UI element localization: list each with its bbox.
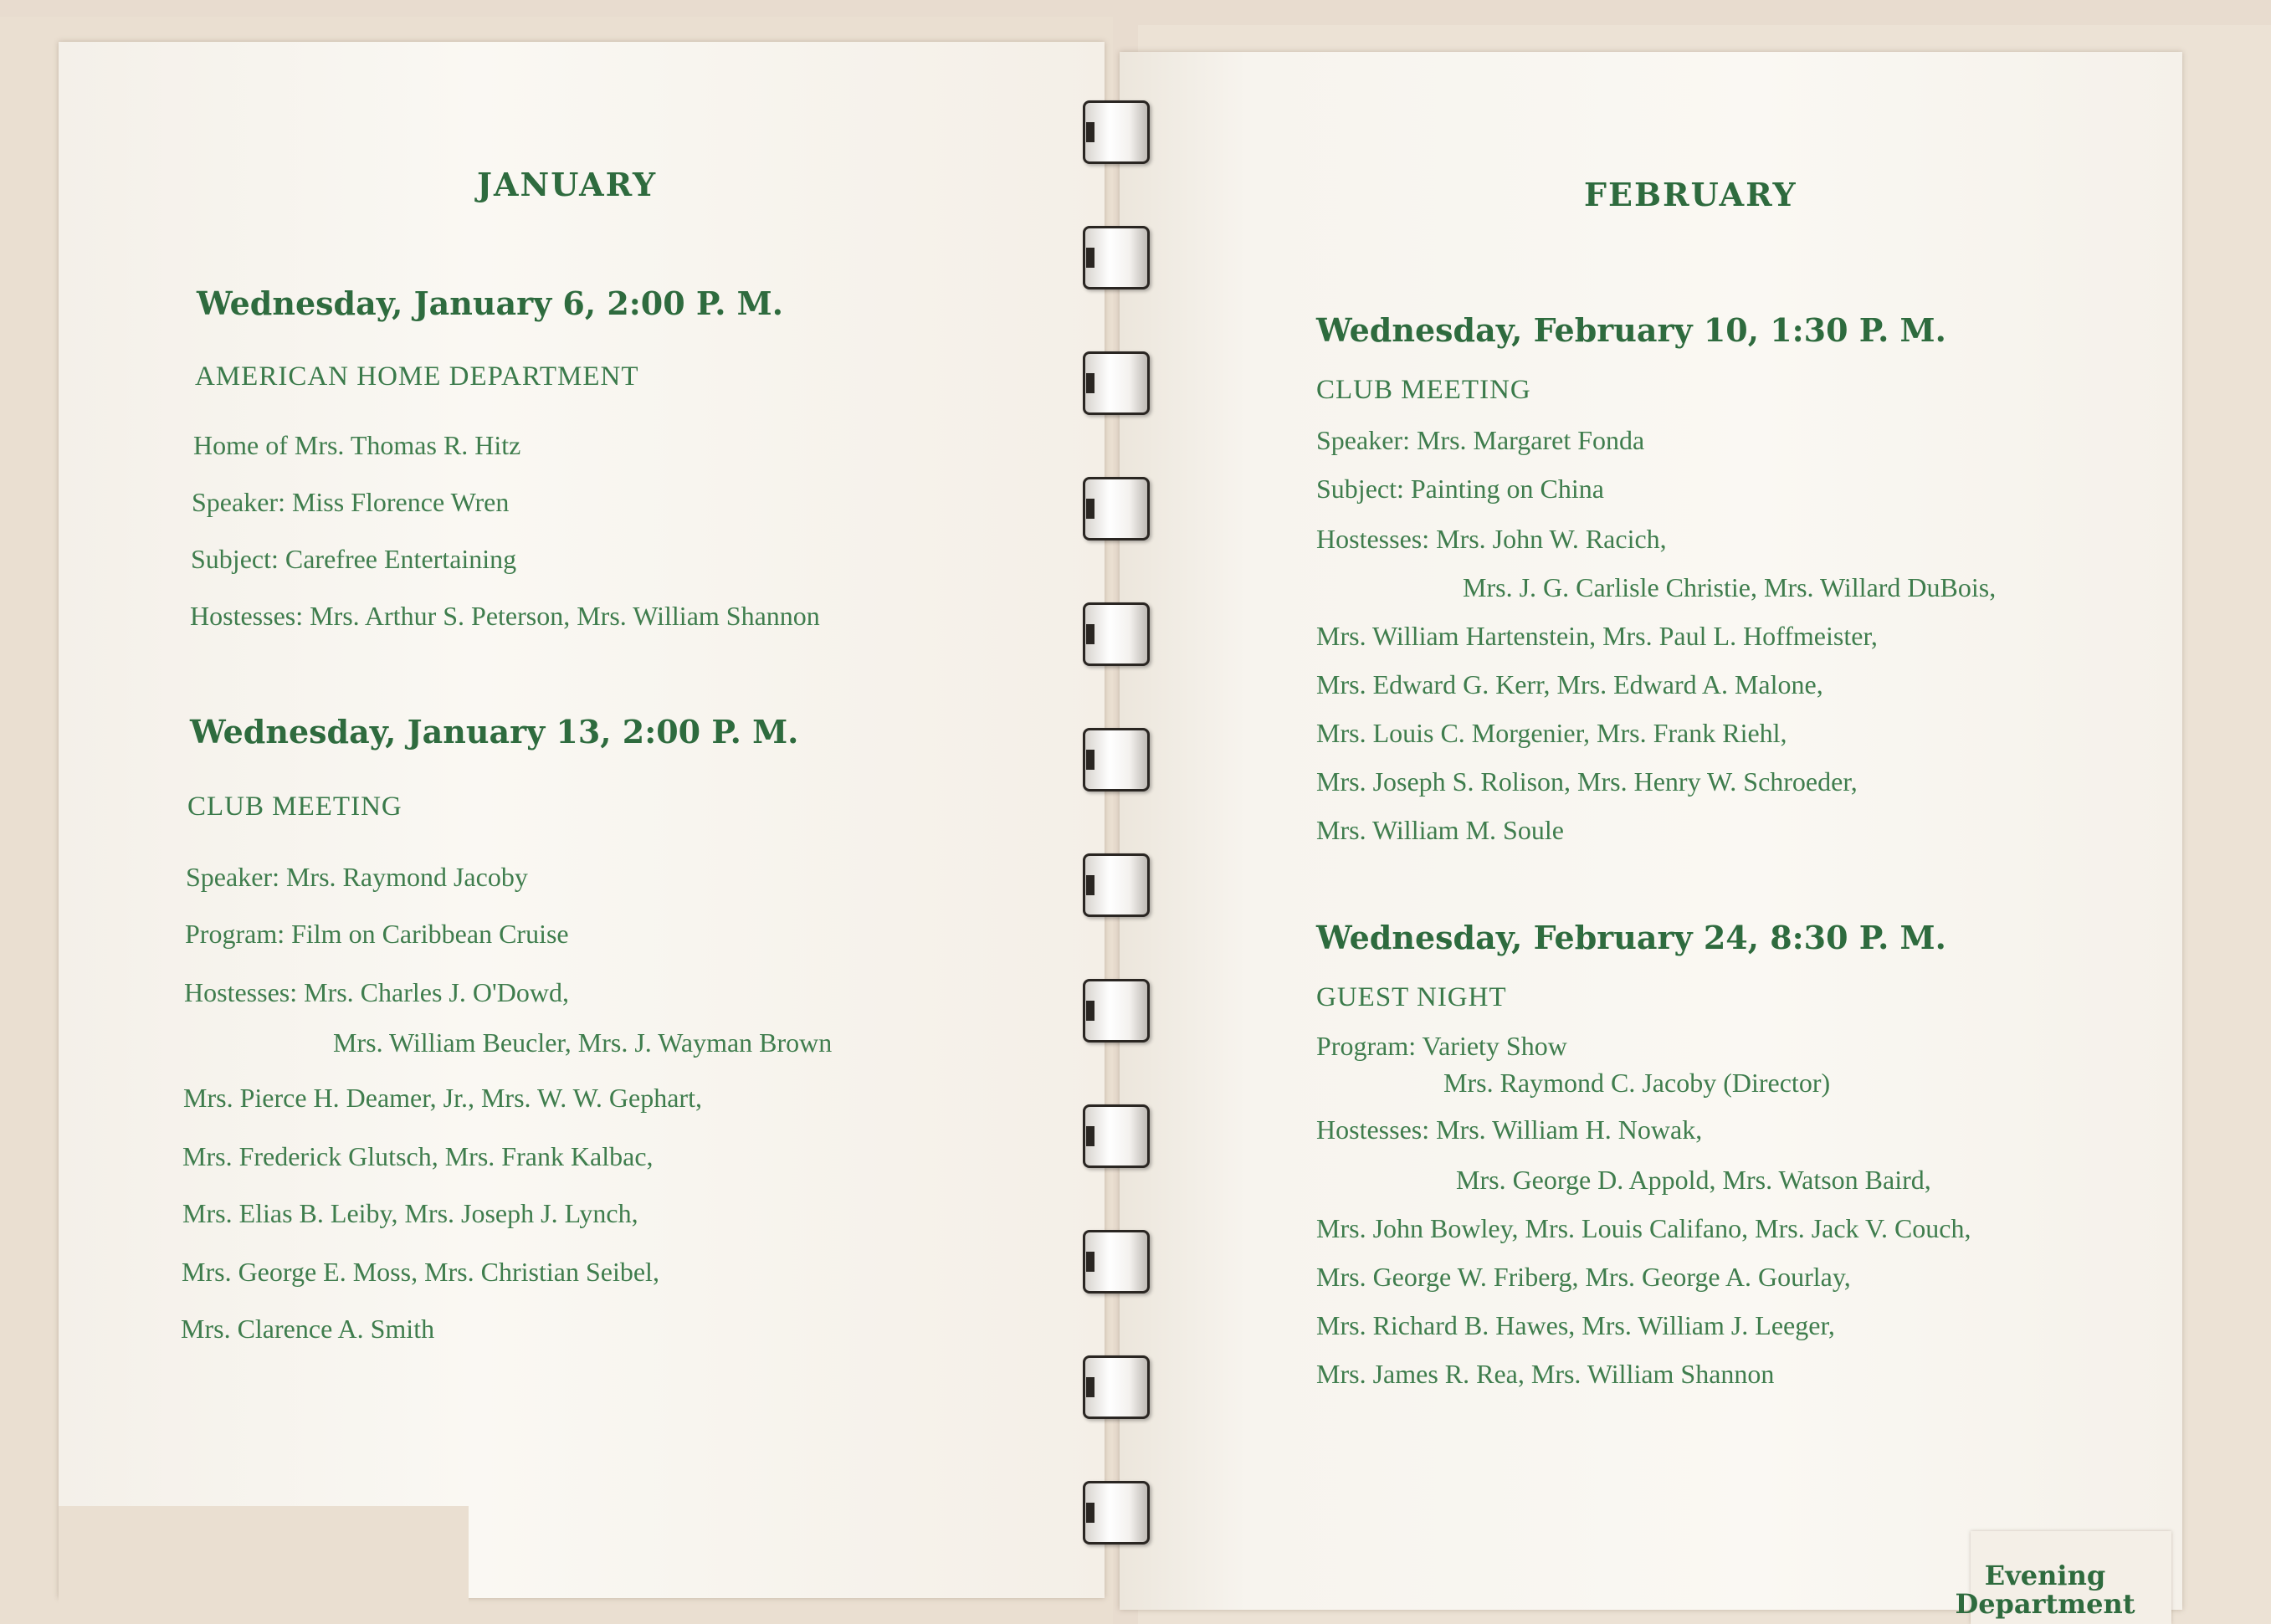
tab-label-line1: Evening (1984, 1560, 2106, 1591)
event-line: Program: Film on Caribbean Cruise (185, 919, 569, 949)
spiral-ring (1083, 1230, 1150, 1294)
event-line: Mrs. Clarence A. Smith (181, 1314, 435, 1344)
event-line: Mrs. George D. Appold, Mrs. Watson Baird, (1456, 1165, 1931, 1195)
spiral-ring (1083, 226, 1150, 289)
spiral-ring (1083, 100, 1150, 164)
event-department: CLUB MEETING (187, 792, 402, 822)
spiral-ring (1083, 979, 1150, 1043)
event-line: Mrs. Elias B. Leiby, Mrs. Joseph J. Lynch, (182, 1198, 638, 1228)
tab-label-line2: Department (1955, 1588, 2135, 1620)
event-line: Hostesses: Mrs. William H. Nowak, (1316, 1114, 1703, 1145)
spiral-ring (1083, 351, 1150, 415)
event-line: Mrs. Edward G. Kerr, Mrs. Edward A. Malone, (1316, 669, 1823, 699)
event-line: Hostesses: Mrs. Arthur S. Peterson, Mrs. William Shannon (190, 601, 820, 631)
spiral-ring (1083, 1355, 1150, 1419)
event-line: Subject: Painting on China (1316, 474, 1604, 504)
event-line: Mrs. George E. Moss, Mrs. Christian Seibel, (182, 1257, 659, 1287)
event-line: Program: Variety Show (1316, 1031, 1567, 1061)
event-line: Speaker: Miss Florence Wren (192, 487, 510, 517)
event-date: Wednesday, January 6, 2:00 P. M. (197, 284, 783, 322)
event-line: Mrs. Raymond C. Jacoby (Director) (1443, 1068, 1831, 1098)
event-line: Mrs. James R. Rea, Mrs. William Shannon (1316, 1359, 1775, 1389)
left-tab-notch (59, 1506, 469, 1624)
event-line: Home of Mrs. Thomas R. Hitz (193, 430, 521, 460)
event-line: Hostesses: Mrs. John W. Racich, (1316, 524, 1667, 554)
event-line: Mrs. George W. Friberg, Mrs. George A. Gourlay, (1316, 1262, 1851, 1292)
event-date: Wednesday, February 10, 1:30 P. M. (1316, 311, 1946, 349)
spiral-ring (1083, 602, 1150, 666)
event-department: GUEST NIGHT (1316, 982, 1507, 1012)
event-line: Hostesses: Mrs. Charles J. O'Dowd, (184, 977, 569, 1007)
event-date: Wednesday, February 24, 8:30 P. M. (1316, 919, 1946, 956)
event-line: Mrs. William Beucler, Mrs. J. Wayman Brown (333, 1027, 833, 1058)
event-line: Mrs. John Bowley, Mrs. Louis Califano, Mrs. Jack V. Couch, (1316, 1213, 1971, 1243)
event-line: Mrs. Pierce H. Deamer, Jr., Mrs. W. W. Gephart, (183, 1083, 702, 1113)
event-line: Mrs. Louis C. Morgenier, Mrs. Frank Riehl, (1316, 718, 1787, 748)
event-line: Mrs. Frederick Glutsch, Mrs. Frank Kalbac, (182, 1141, 654, 1171)
month-heading-february: FEBRUARY (1584, 176, 1797, 213)
event-line: Mrs. William Hartenstein, Mrs. Paul L. Hoffmeister, (1316, 621, 1878, 651)
spiral-ring (1083, 1104, 1150, 1168)
spiral-binding (1071, 92, 1171, 1581)
month-heading-january: JANUARY (477, 166, 658, 203)
event-line: Mrs. Richard B. Hawes, Mrs. William J. Leeger, (1316, 1310, 1835, 1340)
spiral-ring (1083, 728, 1150, 792)
event-date: Wednesday, January 13, 2:00 P. M. (190, 713, 799, 751)
event-line: Mrs. Joseph S. Rolison, Mrs. Henry W. Schroeder, (1316, 766, 1858, 797)
event-line: Mrs. William M. Soule (1316, 815, 1564, 845)
spiral-ring (1083, 477, 1150, 540)
event-department: CLUB MEETING (1316, 375, 1531, 405)
event-department: AMERICAN HOME DEPARTMENT (195, 361, 639, 392)
event-line: Speaker: Mrs. Raymond Jacoby (186, 862, 528, 892)
event-line: Subject: Carefree Entertaining (191, 544, 517, 574)
tab-label (1945, 1561, 2145, 1618)
event-line: Mrs. J. G. Carlisle Christie, Mrs. Willard DuBois, (1463, 572, 1997, 602)
spiral-ring (1083, 1481, 1150, 1545)
spiral-ring (1083, 853, 1150, 917)
event-line: Speaker: Mrs. Margaret Fonda (1316, 425, 1645, 455)
